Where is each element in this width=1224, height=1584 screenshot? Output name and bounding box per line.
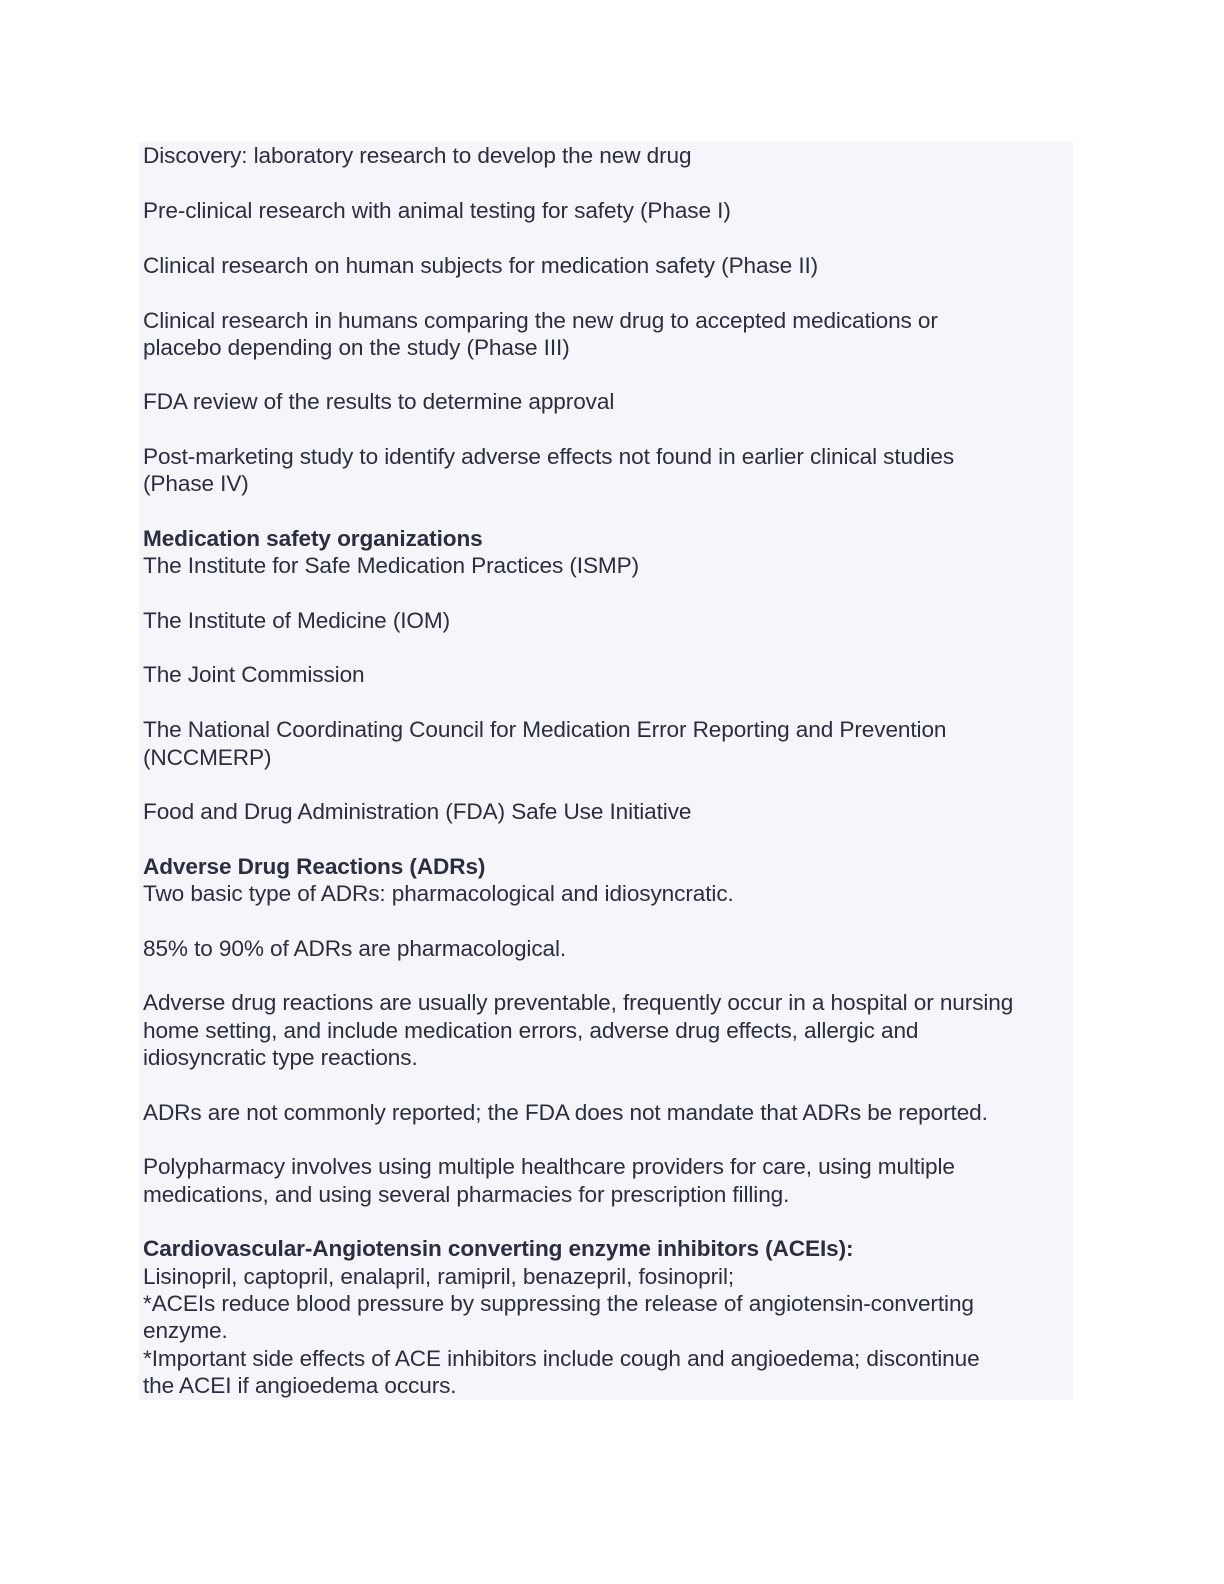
- acei-mechanism-line-2: enzyme.: [143, 1318, 228, 1343]
- adrs-heading: Adverse Drug Reactions (ADRs): [143, 854, 486, 879]
- adr-percent-line: 85% to 90% of ADRs are pharmacological.: [143, 936, 567, 961]
- phase3-line-2: placebo depending on the study (Phase III): [143, 335, 570, 360]
- safety-orgs-heading: Medication safety organizations: [143, 526, 483, 551]
- discovery-line: Discovery: laboratory research to develop the new drug: [143, 143, 692, 168]
- polypharmacy-line-2: medications, and using several pharmacies for prescription filling.: [143, 1182, 790, 1207]
- acei-side-effects-line-2: the ACEI if angioedema occurs.: [143, 1373, 457, 1398]
- nccmerp-line-1: The National Coordinating Council for Medication Error Reporting and Prevention: [143, 717, 947, 742]
- acei-heading: Cardiovascular-Angiotensin converting enzyme inhibitors (ACEIs):: [143, 1236, 854, 1261]
- adr-preventable-line-2: home setting, and include medication errors, adverse drug effects, allergic and: [143, 1018, 919, 1043]
- phase3-line-1: Clinical research in humans comparing the new drug to accepted medications or: [143, 308, 938, 333]
- nccmerp-line-2: (NCCMERP): [143, 745, 272, 770]
- iom-line: The Institute of Medicine (IOM): [143, 608, 451, 633]
- acei-mechanism-line-1: *ACEIs reduce blood pressure by suppressing the release of angiotensin-converting: [143, 1291, 974, 1316]
- acei-side-effects-line-1: *Important side effects of ACE inhibitors include cough and angioedema; discontinue: [143, 1346, 980, 1371]
- adr-types-line: Two basic type of ADRs: pharmacological and idiosyncratic.: [143, 881, 734, 906]
- adr-preventable-line-1: Adverse drug reactions are usually preventable, frequently occur in a hospital or nursing: [143, 990, 1014, 1015]
- content-block: [139, 142, 1073, 1400]
- polypharmacy-line-1: Polypharmacy involves using multiple healthcare providers for care, using multiple: [143, 1154, 955, 1179]
- ismp-line: The Institute for Safe Medication Practices (ISMP): [143, 553, 640, 578]
- adr-preventable-line-3: idiosyncratic type reactions.: [143, 1045, 418, 1070]
- adr-reporting-line: ADRs are not commonly reported; the FDA does not mandate that ADRs be reported.: [143, 1100, 988, 1125]
- postmarketing-line-1: Post-marketing study to identify adverse effects not found in earlier clinical studies: [143, 444, 955, 469]
- joint-commission-line: The Joint Commission: [143, 662, 365, 687]
- postmarketing-line-2: (Phase IV): [143, 471, 249, 496]
- acei-drugs-line: Lisinopril, captopril, enalapril, ramipril, benazepril, fosinopril;: [143, 1264, 735, 1289]
- preclinical-line: Pre-clinical research with animal testing for safety (Phase I): [143, 198, 731, 223]
- fda-safe-use-line: Food and Drug Administration (FDA) Safe Use Initiative: [143, 799, 692, 824]
- phase2-line: Clinical research on human subjects for medication safety (Phase II): [143, 253, 819, 278]
- fda-review-line: FDA review of the results to determine approval: [143, 389, 615, 414]
